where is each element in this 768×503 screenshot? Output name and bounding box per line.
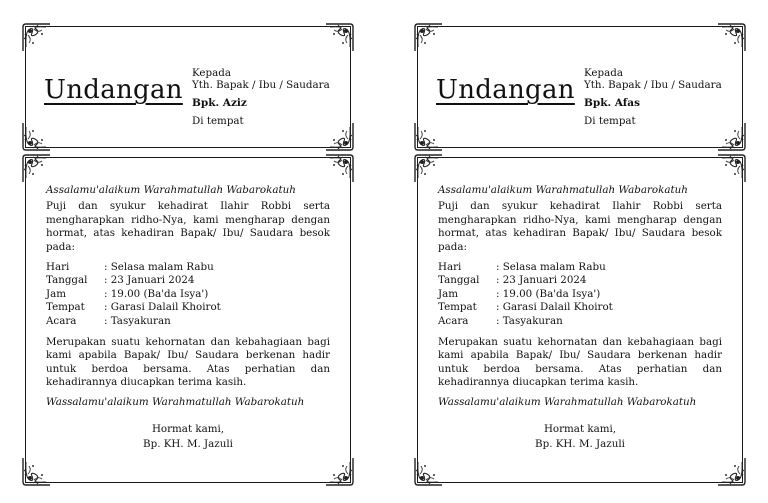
detail-value: : 23 Januari 2024 [104,274,195,287]
ornament-corner-icon [20,454,54,488]
detail-row [438,274,722,287]
ornament-corner-icon [322,454,356,488]
detail-row [46,315,330,328]
to-label: Kepada [192,67,231,79]
ornament-corner-icon [412,119,446,153]
event-details [438,261,722,328]
recipient-name: Bpk. Afas [584,97,640,109]
detail-label: Jam [46,287,67,300]
ornament-corner-icon [714,21,748,55]
ornament-corner-icon [322,152,356,186]
detail-label: Tempat [438,301,477,314]
to-line: Yth. Bapak / Ibu / Saudara [192,79,330,91]
invitation-title: Undangan [44,75,183,105]
detail-label: Acara [438,314,469,327]
ornament-corner-icon [20,21,54,55]
detail-label: Hari [438,261,462,274]
ornament-corner-icon [20,119,54,153]
detail-value: : Selasa malam Rabu [496,261,606,274]
sign-name: Bp. KH. M. Jazuli [535,438,625,451]
detail-row [438,315,722,328]
intro-paragraph: Puji dan syukur kehadirat Ilahir Robbi serta mengharapkan ridho-Nya, kami mengharap dengan hormat, atas kehadiran Bapak/ Ibu/ Saudara besok pada: [46,200,330,253]
event-details [46,261,330,328]
detail-value: : Garasi Dalail Khoirot [104,301,221,314]
body-box [417,157,743,483]
detail-value: : Tasyakuran [496,314,563,327]
detail-value: : Garasi Dalail Khoirot [496,301,613,314]
detail-row [46,274,330,287]
detail-value: : 19.00 (Ba'da Isya') [104,287,209,300]
ornament-corner-icon [20,152,54,186]
greeting: Assalamu'alaikum Warahmatullah Wabarokatuh [438,184,688,196]
ornament-corner-icon [714,152,748,186]
closing-paragraph: Merupakan suatu kehornatan dan kebahagiaan bagi kami apabila Bapak/ Ibu/ Saudara berkenan hadir untuk berdoa bersama. Atas perhatian dan kehadirannya diucapkan terima kasih. [46,336,330,389]
signature-block [46,422,330,452]
signature-block [438,422,722,452]
closing-paragraph: Merupakan suatu kehornatan dan kebahagiaan bagi kami apabila Bapak/ Ibu/ Saudara berkenan hadir untuk berdoa bersama. Atas perhatian dan kehadirannya diucapkan terima kasih. [438,336,722,389]
detail-row [46,261,330,274]
body-box [25,157,351,483]
invitation-title: Undangan [436,75,575,105]
intro-paragraph: Puji dan syukur kehadirat Ilahir Robbi serta mengharapkan ridho-Nya, kami mengharap dengan hormat, atas kehadiran Bapak/ Ibu/ Saudara besok pada: [438,200,722,253]
detail-row [46,301,330,314]
ornament-corner-icon [412,152,446,186]
detail-label: Acara [46,314,77,327]
detail-row [438,301,722,314]
detail-label: Jam [438,287,459,300]
ornament-corner-icon [412,21,446,55]
addressee-block [584,65,722,129]
detail-label: Tanggal [46,274,88,287]
ornament-corner-icon [714,454,748,488]
detail-row [438,261,722,274]
detail-label: Tempat [46,301,85,314]
detail-value: : Tasyakuran [104,314,171,327]
greeting: Assalamu'alaikum Warahmatullah Wabarokatuh [46,184,296,196]
to-label: Kepada [584,67,623,79]
letter-body [438,184,722,452]
farewell: Wassalamu'alaikum Warahmatullah Wabarokatuh [46,395,305,408]
addressee-block [192,65,330,129]
detail-value: : 23 Januari 2024 [496,274,587,287]
header-box [417,26,743,148]
sign-label: Hormat kami, [543,423,617,436]
detail-label: Tanggal [438,274,480,287]
ornament-corner-icon [412,454,446,488]
header-box [25,26,351,148]
sign-label: Hormat kami, [151,423,225,436]
recipient-name: Bpk. Aziz [192,97,247,109]
detail-value: : Selasa malam Rabu [104,261,214,274]
to-line: Yth. Bapak / Ibu / Saudara [584,79,722,91]
sign-name: Bp. KH. M. Jazuli [143,438,233,451]
ornament-corner-icon [322,21,356,55]
detail-value: : 19.00 (Ba'da Isya') [496,287,601,300]
recipient-place: Di tempat [192,115,244,127]
letter-body [46,184,330,452]
detail-label: Hari [46,261,70,274]
farewell: Wassalamu'alaikum Warahmatullah Wabarokatuh [438,395,697,408]
detail-row [46,288,330,301]
recipient-place: Di tempat [584,115,636,127]
detail-row [438,288,722,301]
